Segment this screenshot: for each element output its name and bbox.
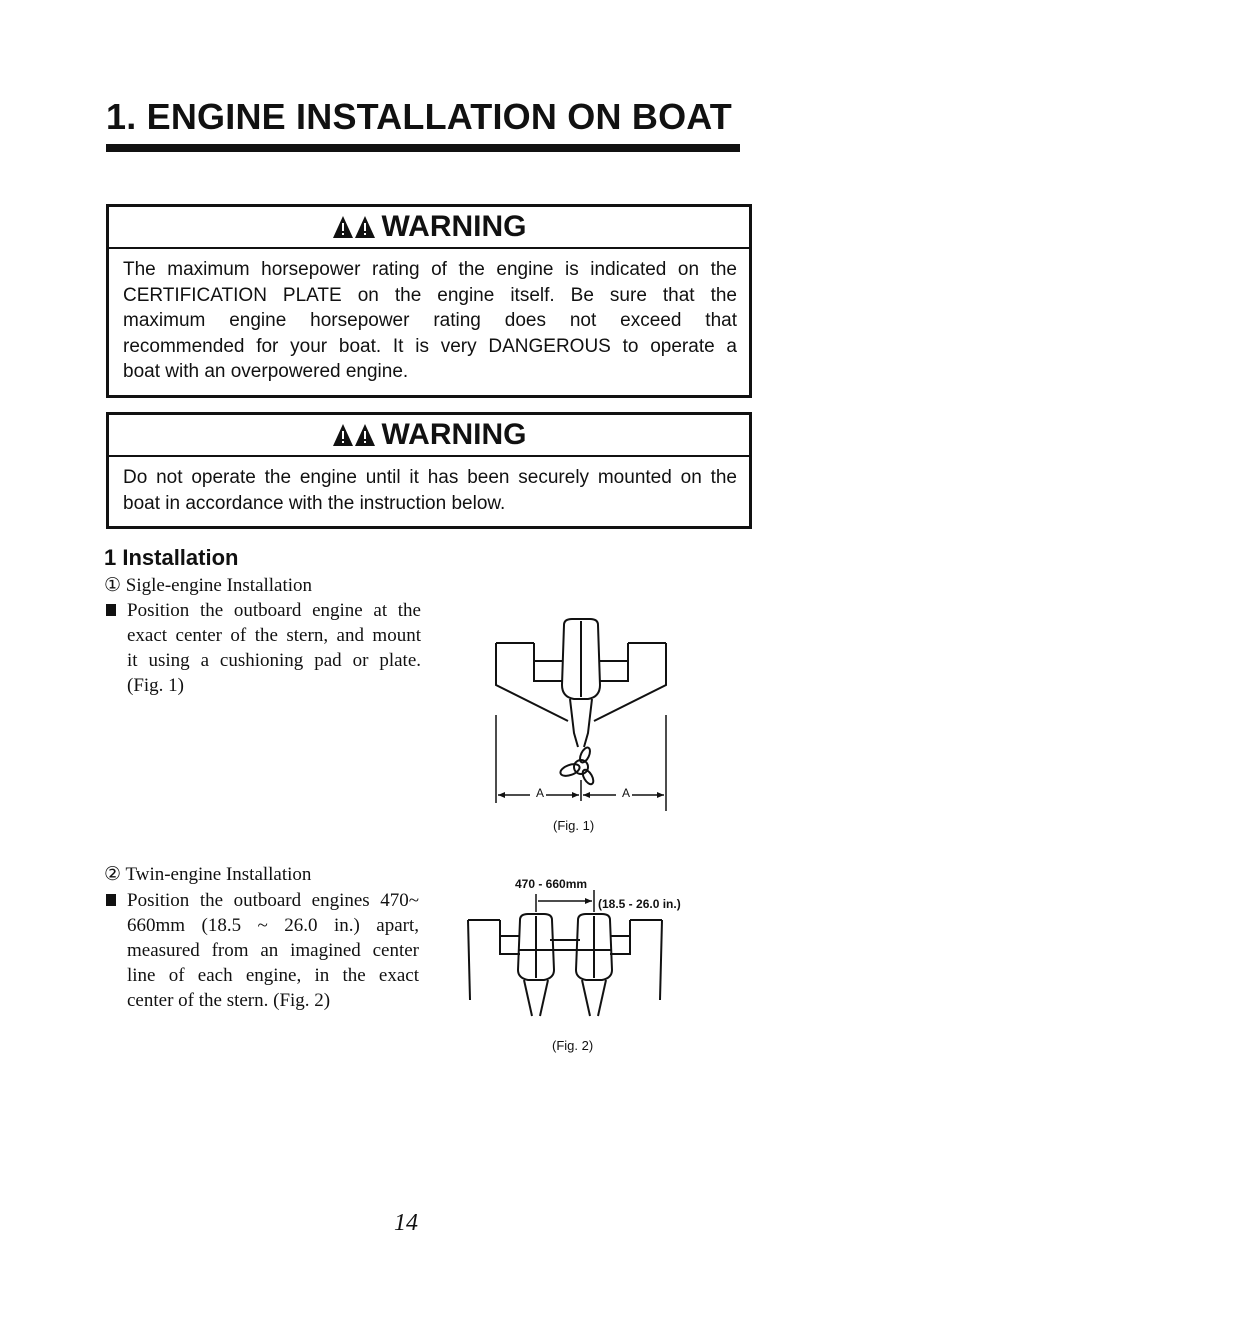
warning-heading: WARNING: [381, 210, 527, 243]
warning-text: [109, 249, 749, 395]
title-underline: [106, 144, 740, 152]
bullet-square-icon: [106, 894, 116, 906]
fig1-caption: (Fig. 1): [553, 818, 595, 833]
warning-box-mounting: [106, 412, 752, 529]
fig1-dim-label-left: A: [536, 786, 545, 800]
warning-line: maximum engine horsepower rating does not exceed that: [123, 310, 737, 331]
text-line: Position the outboard engine at the: [127, 600, 421, 621]
figure-1-single-engine-diagram: [490, 615, 680, 815]
fig1-dim-label-right: A: [622, 786, 631, 800]
page-number: 14: [394, 1210, 418, 1236]
warning-line: Do not operate the engine until it has been securely mounted on the: [123, 467, 737, 488]
fig2-dim-mm: 470 - 660mm: [515, 877, 588, 891]
warning-line: boat in accordance with the instruction below.: [123, 492, 506, 514]
warning-header: [109, 207, 749, 249]
text-line: exact center of the stern, and mount: [127, 625, 421, 646]
text-line: it using a cushioning pad or plate.: [127, 650, 421, 671]
text-line: Position the outboard engines 470~: [127, 890, 419, 911]
warning-line: boat with an overpowered engine.: [123, 361, 409, 382]
text-line: line of each engine, in the exact: [127, 965, 419, 986]
warning-triangle-icon: [332, 423, 378, 447]
warning-line: recommended for your boat. It is very DANGEROUS to operate a: [123, 335, 737, 357]
warning-header: [109, 415, 749, 457]
twin-engine-label: ② Twin-engine Installation: [104, 864, 312, 885]
section-heading: 1 Installation: [104, 545, 239, 570]
bullet-square-icon: [106, 604, 116, 616]
warning-box-horsepower: [106, 204, 752, 398]
fig2-caption: (Fig. 2): [552, 1038, 594, 1053]
text-line: center of the stern. (Fig. 2): [127, 990, 331, 1011]
single-engine-text: [127, 598, 421, 698]
warning-line: CERTIFICATION PLATE on the engine itself. Be sure that the: [123, 284, 737, 306]
warning-heading: WARNING: [381, 418, 527, 451]
text-line: measured from an imagined center: [127, 940, 419, 961]
warning-triangle-icon: [332, 215, 378, 239]
warning-line: The maximum horsepower rating of the engine is indicated on the: [123, 259, 737, 280]
warning-text: [109, 457, 749, 526]
text-line: 660mm (18.5 ~ 26.0 in.) apart,: [127, 915, 419, 936]
twin-engine-text: [127, 888, 419, 1013]
single-engine-label: ① Sigle-engine Installation: [104, 575, 313, 596]
text-line: (Fig. 1): [127, 675, 184, 696]
fig2-dim-in: (18.5 - 26.0 in.): [598, 897, 681, 911]
figure-2-twin-engine-diagram: [462, 890, 672, 1020]
page-title: 1. ENGINE INSTALLATION ON BOAT: [106, 96, 732, 137]
